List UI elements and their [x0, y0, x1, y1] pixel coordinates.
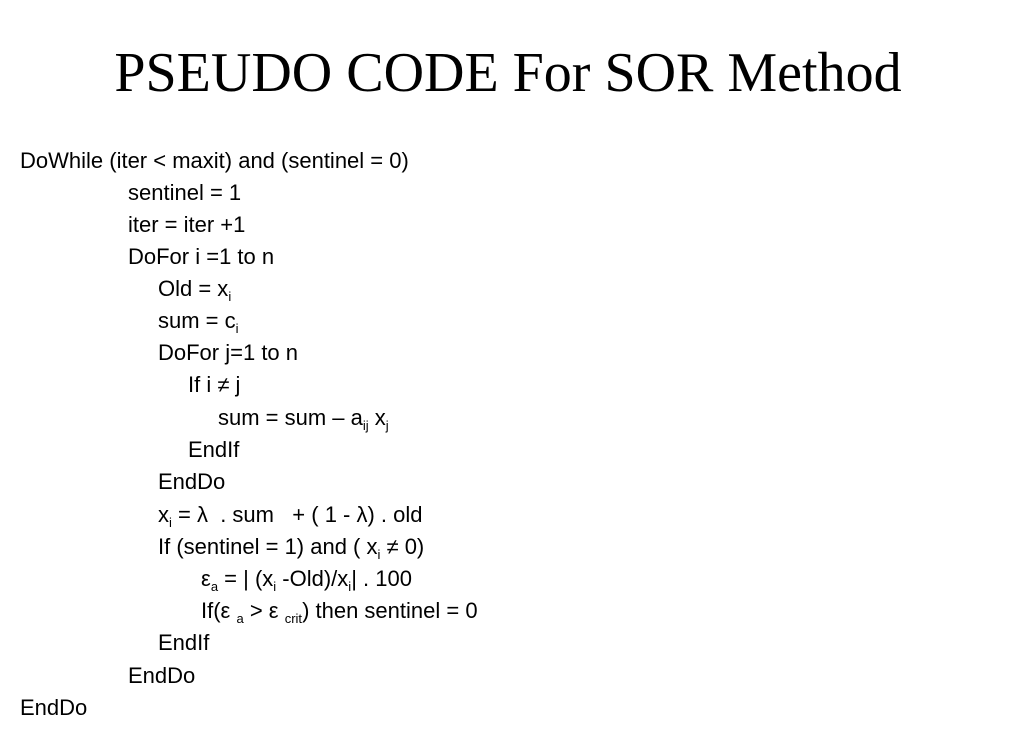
code-text: If(ε — [201, 598, 237, 623]
code-subscript: i — [377, 547, 381, 562]
code-subscript: i — [169, 515, 172, 530]
code-text: = λ . sum + ( 1 - λ) . old — [171, 502, 423, 527]
code-line-relaxation — [158, 501, 423, 529]
code-line-enddo-j: EndDo — [158, 469, 226, 494]
code-text: Old = x — [158, 276, 229, 301]
code-text: If (sentinel = 1) and ( x — [158, 534, 378, 559]
code-line-enddo-i: EndDo — [128, 663, 196, 688]
code-line-enddo-while: EndDo — [20, 695, 88, 720]
code-line-if-sentinel — [158, 533, 424, 561]
code-text: ≠ 0) — [380, 534, 425, 559]
code-line-error-calc — [201, 565, 412, 593]
slide-title: PSEUDO CODE For SOR Method — [114, 42, 902, 104]
code-subscript: crit — [284, 611, 303, 626]
code-text: sum = c — [158, 308, 236, 333]
code-line-sum-init — [158, 307, 239, 335]
code-text: > ε — [243, 598, 285, 623]
code-subscript: i — [273, 579, 277, 594]
code-line-sum-update — [218, 404, 389, 432]
code-line-endif-inner: EndIf — [188, 437, 240, 462]
code-line-endif-outer: EndIf — [158, 630, 210, 655]
code-line-dofor-i: DoFor i =1 to n — [128, 244, 275, 269]
code-line-dowhile: DoWhile (iter < maxit) and (sentinel = 0) — [20, 148, 409, 173]
code-text: x — [368, 405, 386, 430]
code-text: ε — [201, 566, 211, 591]
code-text: x — [158, 502, 169, 527]
code-text: | . 100 — [351, 566, 412, 591]
code-line-old-assign — [158, 275, 231, 303]
code-subscript: j — [385, 418, 389, 433]
code-subscript: a — [236, 611, 244, 626]
code-subscript: a — [210, 579, 219, 594]
code-subscript: i — [228, 289, 232, 304]
code-line-sentinel-init: sentinel = 1 — [128, 180, 242, 205]
code-text: ) then sentinel = 0 — [302, 598, 478, 623]
code-subscript: ij — [362, 418, 369, 433]
code-subscript: i — [235, 321, 239, 336]
code-line-if-i-ne-j: If i ≠ j — [188, 372, 241, 397]
code-text: = | (x — [218, 566, 274, 591]
code-line-dofor-j: DoFor j=1 to n — [158, 340, 299, 365]
code-text: sum = sum – a — [218, 405, 363, 430]
code-subscript: i — [348, 579, 352, 594]
code-line-error-check — [201, 597, 478, 625]
code-text: -Old)/x — [276, 566, 349, 591]
code-line-iter-increment: iter = iter +1 — [128, 212, 246, 237]
